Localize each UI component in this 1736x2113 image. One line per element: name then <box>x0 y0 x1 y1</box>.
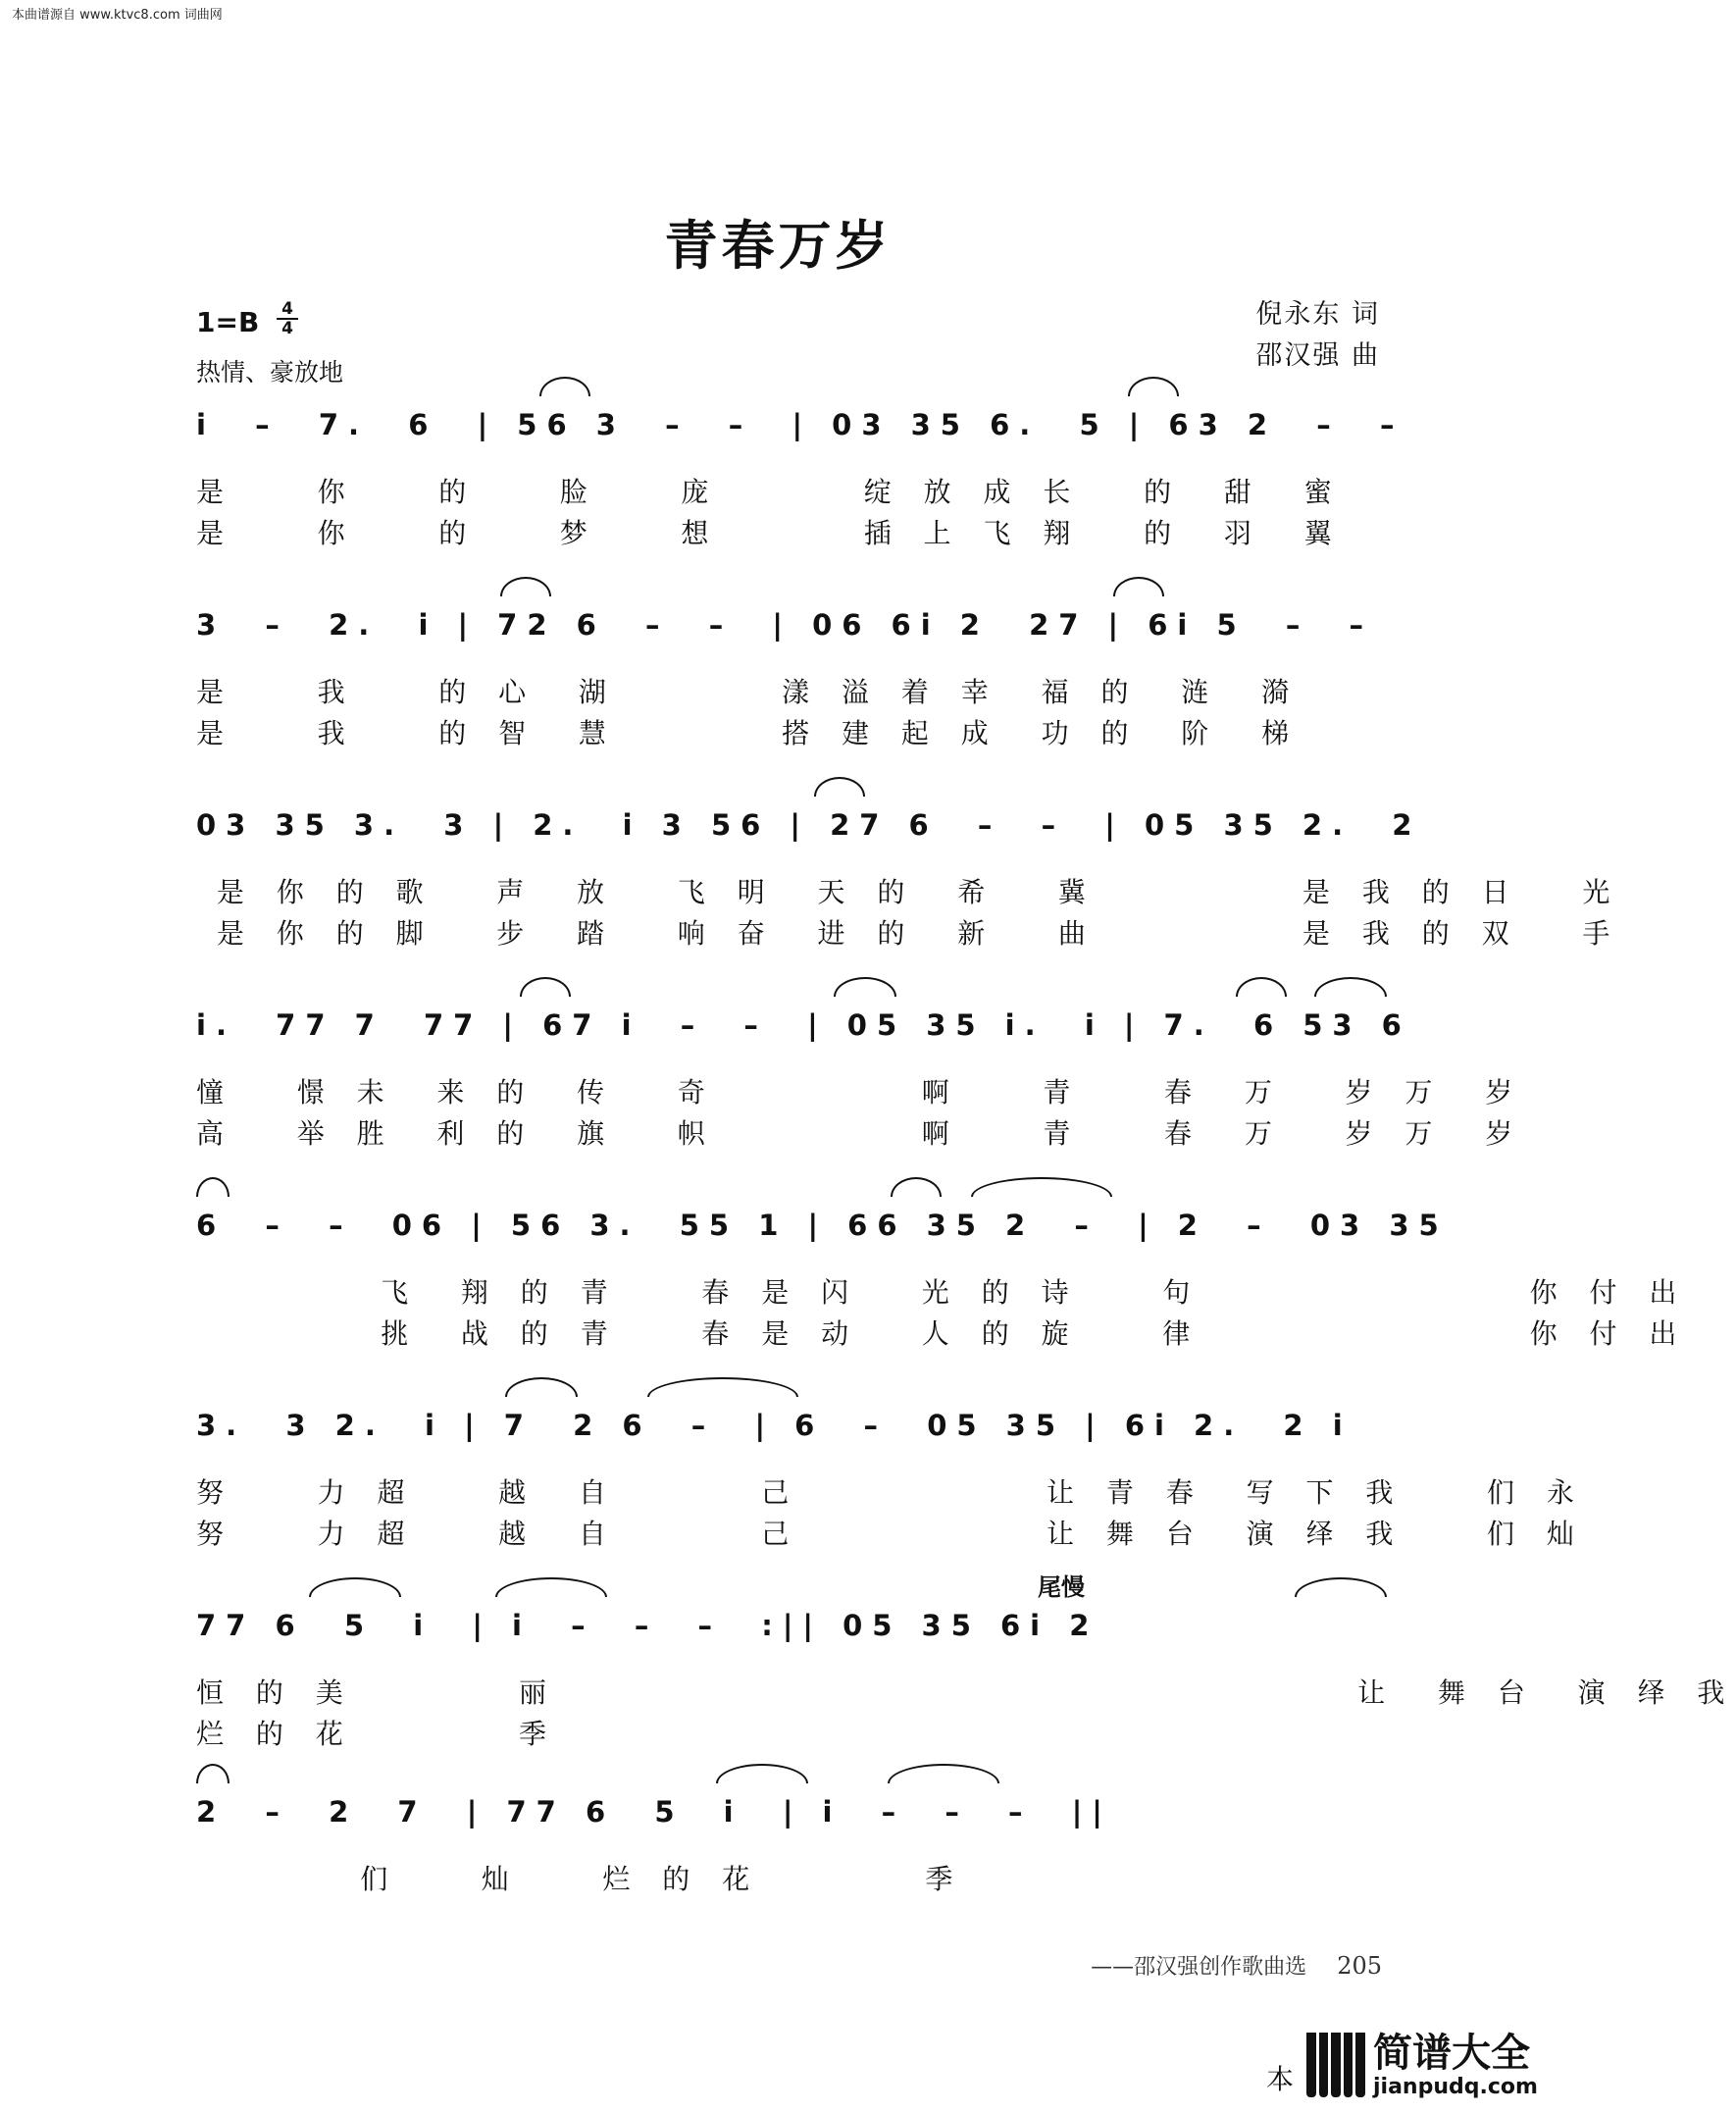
footer-source: ——邵汉强创作歌曲选 <box>1091 1955 1307 1980</box>
lyric-verse-2: 挑 战 的 青 春 是 动 人 的 旋 律 你 付 出 <box>196 1317 1689 1350</box>
score-line-3 <box>196 791 1622 992</box>
lyric-verse-1: 努 力 超 越 自 己 让 青 春 写 下 我 们 永 <box>196 1476 1586 1509</box>
lyric-verse-2: 是 我 的 智 慧 搭 建 起 成 功 的 阶 梯 <box>196 717 1302 749</box>
notation-row: 03 35 3. 3 | 2. i 3 56 | 27 6 – – | 05 35 2. 2 <box>196 808 1422 842</box>
score-line-6 <box>196 1391 1586 1592</box>
score-line-4 <box>196 991 1525 1192</box>
watermark-glyph: 本 <box>1265 2063 1294 2095</box>
notation-row: 77 6 5 i | i – – – :|| 05 35 6i 2 <box>196 1609 1099 1642</box>
watermark-logo <box>1306 2027 1547 2103</box>
time-signature <box>277 300 298 337</box>
lyric-verse-2: 高 举 胜 利 的 旗 帜 啊 青 春 万 岁 万 岁 <box>196 1117 1525 1150</box>
watermark-url: jianpudq.com <box>1373 2074 1538 2099</box>
score-line-2 <box>196 591 1383 792</box>
rit-marking: 尾慢 <box>1038 1573 1085 1601</box>
score-line-1 <box>196 390 1404 592</box>
time-top: 4 <box>277 300 298 320</box>
piano-icon <box>1306 2033 1365 2097</box>
tempo-marking: 热情、豪放地 <box>196 358 344 387</box>
slur <box>539 377 590 396</box>
lyric-verse-1: 飞 翔 的 青 春 是 闪 光 的 诗 句 你 付 出 <box>196 1276 1689 1309</box>
page-number: 205 <box>1337 1952 1382 1980</box>
lyric-verse-1: 们 灿 烂 的 花 季 <box>196 1863 965 1895</box>
notation-row: 3 – 2. i | 72 6 – – | 06 6i 2 27 | 6i 5 – – <box>196 608 1374 642</box>
notation-row: i. 77 7 77 | 67 i – – | 05 35 i. i | 7. 6 53 6 <box>196 1008 1411 1042</box>
lyric-verse-1: 是 你 的 歌 声 放 飞 明 天 的 希 冀 是 我 的 日 光 <box>196 876 1622 908</box>
slur <box>1128 377 1179 396</box>
score-line-7 <box>196 1591 1736 1792</box>
notation-row: 3. 3 2. i | 7 2 6 – | 6 – 05 35 | 6i 2. 2 i <box>196 1409 1353 1442</box>
notation-row: 2 – 2 7 | 77 6 5 i | i – – – || <box>196 1795 1112 1829</box>
lyric-verse-2: 努 力 超 越 自 己 让 舞 台 演 绎 我 们 灿 <box>196 1518 1586 1550</box>
notation-row: i – 7. 6 | 56 3 – – | 03 35 6. 5 | 63 2 – – <box>196 408 1404 441</box>
score-line-8 <box>196 1778 1383 1979</box>
composer-credit: 邵汉强 曲 <box>1255 340 1380 371</box>
lyric-verse-2: 烂 的 花 季 <box>196 1718 559 1750</box>
key-signature: 1=B <box>196 306 260 338</box>
lyric-verse-1: 恒 的 美 丽 让 舞 台 演 绎 我 <box>196 1676 1736 1709</box>
lyric-verse-1: 是 我 的 心 湖 漾 溢 着 幸 福 的 涟 漪 <box>196 676 1302 708</box>
footer <box>1091 1950 1382 1981</box>
lyricist-credit: 倪永东 词 <box>1255 299 1380 330</box>
lyric-verse-1: 憧 憬 未 来 的 传 奇 啊 青 春 万 岁 万 岁 <box>196 1076 1525 1108</box>
score-line-5 <box>196 1191 1689 1392</box>
top-credit: 本曲谱源自 www.ktvc8.com 词曲网 <box>12 8 223 23</box>
song-title: 青春万岁 <box>664 214 893 277</box>
time-bottom: 4 <box>281 319 293 338</box>
notation-row: 6 – – 06 | 56 3. 55 1 | 66 35 2 – | 2 – 03 35 <box>196 1209 1449 1242</box>
lyric-verse-1: 是 你 的 脸 庞 绽 放 成 长 的 甜 蜜 <box>196 476 1344 508</box>
lyric-verse-2: 是 你 的 梦 想 插 上 飞 翔 的 羽 翼 <box>196 517 1344 549</box>
lyric-verse-2: 是 你 的 脚 步 踏 响 奋 进 的 新 曲 是 我 的 双 手 <box>196 917 1622 950</box>
watermark-brand: 简谱大全 <box>1373 2030 1530 2076</box>
